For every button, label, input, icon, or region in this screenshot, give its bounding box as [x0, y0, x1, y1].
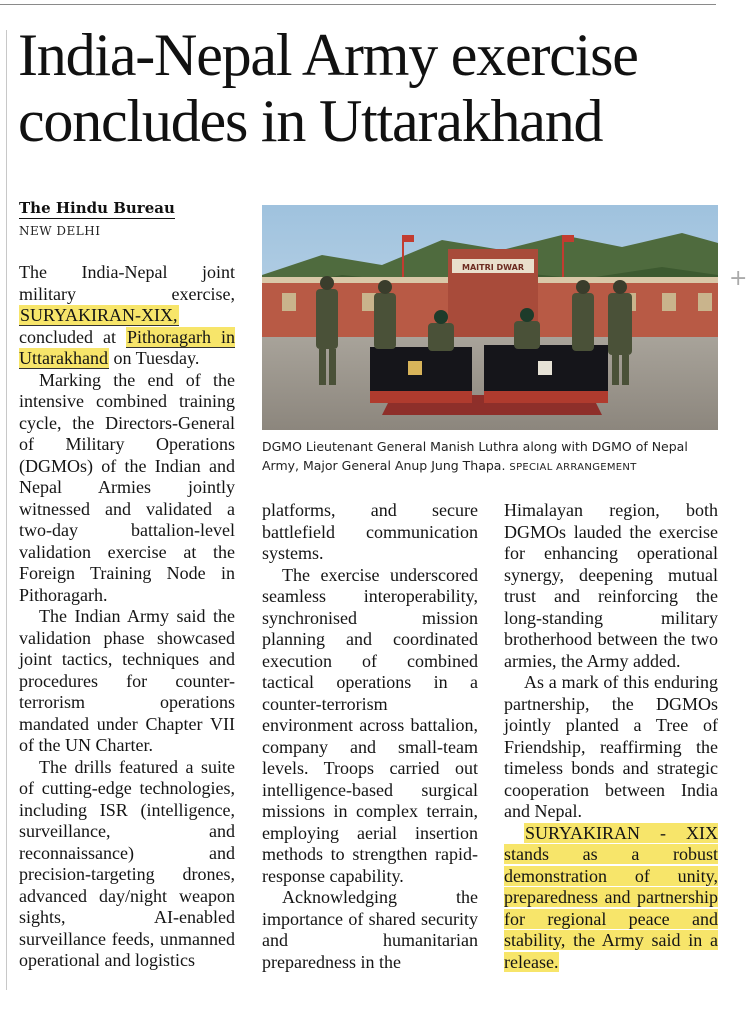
- paragraph-1-text: The India-Nepal joint military exercise,: [19, 262, 235, 304]
- paragraph-7: As a mark of this enduring partnership, the DGMOs jointly planted a Tree of Friendship, reaffirming the timeless bonds and strategic cooperation between India and Nepal.: [504, 672, 718, 821]
- paragraph-4: The drills featured a suite of cutting-edge technologies, including ISR (intelligence, surveillance, and reconnaissance) and precision-targeting drones, advanced day/night weapon sights, AI-enabled surveillance feeds, unmanned operational and logistics: [19, 756, 235, 970]
- byline: The Hindu Bureau: [19, 199, 175, 217]
- paragraph-8: [504, 823, 718, 974]
- paragraph-4-continued: platforms, and secure battlefield communication systems.: [262, 500, 478, 563]
- headline: [18, 22, 738, 154]
- highlight-location: Pithoragarh in Uttarakhand: [19, 326, 235, 368]
- gate-sign: MAITRI DWAR: [462, 263, 524, 272]
- paragraph-1-text-3: on Tuesday.: [113, 348, 200, 368]
- news-photo: [262, 205, 718, 430]
- article-column-3: [504, 500, 718, 973]
- photo-scene: [262, 205, 718, 430]
- paragraph-6-continued: Himalayan region, both DGMOs lauded the exercise for enhancing operational synergy, deepening mutual trust and reinforcing the long-standing military brotherhood between the two armies, the Army added.: [504, 500, 718, 671]
- column-rule: [6, 30, 7, 990]
- paragraph-6: Acknowledging the importance of shared security and humanitarian preparedness in the: [262, 887, 478, 972]
- paragraph-1: [19, 262, 235, 370]
- paragraph-5: The exercise underscored seamless interoperability, synchronised mission planning and coordinated execution of combined tactical operations in a counter-terrorism environment across battalion, company and small-team levels. Troops carried out intelligence-based surgical missions in complex terrain, employing aerial insertion methods to strengthen rapid-response capability.: [262, 564, 478, 886]
- highlight-closing-statement: SURYAKIRAN - XIX stands as a robust demonstration of unity, preparedness and partnership for regional peace and stability, the Army said in a release.: [504, 822, 718, 972]
- article-column-1: [19, 262, 235, 972]
- paragraph-3: The Indian Army said the validation phase showcased joint tactics, techniques and procedures for counter-terrorism operations mandated under Chapter VII of the UN Charter.: [19, 606, 235, 755]
- table-right: [484, 345, 608, 403]
- crop-mark: +: [729, 266, 747, 291]
- caption-text: DGMO Lieutenant General Manish Luthra along with DGMO of Nepal Army, Major General Anup Jung Thapa.: [262, 439, 688, 473]
- photo-credit: SPECIAL ARRANGEMENT: [509, 462, 637, 473]
- highlight-exercise-name: SURYAKIRAN-XIX,: [20, 305, 178, 325]
- dateline: NEW DELHI: [19, 224, 101, 238]
- paragraph-2: Marking the end of the intensive combined training cycle, the Directors-General of Military Operations (DGMOs) of the Indian and Nepal Armies jointly witnessed and validated a two-day battalion-level validation exercise at the Foreign Training Node in Pithoragarh.: [19, 369, 235, 605]
- photo-caption: [262, 437, 720, 477]
- headline-line-1: India-Nepal Army exercise: [18, 22, 638, 88]
- paragraph-1-text-2: concluded at: [19, 326, 116, 347]
- article-column-2: [262, 500, 478, 973]
- top-rule: [0, 4, 716, 5]
- headline-line-2: concludes in Uttarakhand: [18, 88, 603, 154]
- table-left: [370, 347, 472, 403]
